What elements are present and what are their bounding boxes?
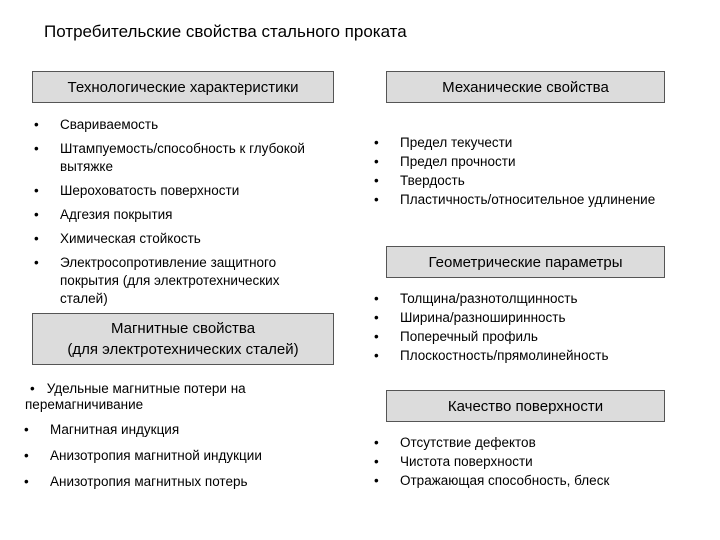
list-item: • Отсутствие дефектов — [374, 435, 536, 450]
page-title: Потребительские свойства стального проката — [44, 22, 407, 41]
geometric-parameters-header — [386, 246, 665, 278]
tech-characteristics-label: Технологические характеристики — [67, 78, 299, 96]
surface-quality-label: Качество поверхности — [447, 397, 604, 415]
list-item: • Пластичность/относительное удлинение — [374, 192, 656, 207]
magnetic-properties-list — [24, 421, 340, 499]
mechanical-properties-label: Механические свойства — [442, 78, 609, 96]
surface-quality-list — [374, 434, 662, 491]
list-item: • Свариваемость — [34, 117, 159, 132]
list-item: • Анизотропия магнитной индукции — [24, 448, 262, 463]
list-item: • Плоскостность/прямолинейность — [374, 348, 609, 363]
list-item: • Предел текучести — [374, 135, 513, 150]
list-item: • Поперечный профиль — [374, 329, 538, 344]
list-item: • Химическая стойкость — [34, 231, 201, 246]
list-item: • Штампуемость/способность к глубокой вытяжке — [34, 141, 305, 174]
mechanical-properties-header — [386, 71, 665, 103]
list-item: • Шероховатость поверхности — [34, 183, 240, 198]
list-item: • Адгезия покрытия — [34, 207, 173, 222]
list-item: • Удельные магнитные потери на перемагничивание — [25, 381, 246, 412]
list-item: • Твердость — [374, 173, 465, 188]
list-item: • Анизотропия магнитных потерь — [24, 474, 248, 489]
tech-characteristics-header — [32, 71, 334, 103]
magnetic-properties-label: Магнитные свойства — [110, 320, 256, 337]
list-item: • Чистота поверхности — [374, 454, 533, 469]
tech-characteristics-list — [34, 116, 330, 314]
geometric-parameters-list — [374, 290, 662, 366]
mechanical-properties-list — [374, 134, 662, 210]
magnetic-properties-sublabel: (для электротехнических сталей) — [67, 341, 299, 358]
list-item: • Магнитная индукция — [24, 422, 180, 437]
list-item: • Предел прочности — [374, 154, 516, 169]
list-item: • Электросопротивление защитного покрытия (для электротехнических сталей) — [34, 255, 280, 306]
magnetic-properties-header — [32, 313, 334, 365]
geometric-parameters-label: Геометрические параметры — [428, 253, 623, 271]
surface-quality-header — [386, 390, 665, 422]
list-item: • Ширина/разноширинность — [374, 310, 566, 325]
list-item: • Толщина/разнотолщинность — [374, 291, 578, 306]
list-item: • Отражающая способность, блеск — [374, 473, 610, 488]
